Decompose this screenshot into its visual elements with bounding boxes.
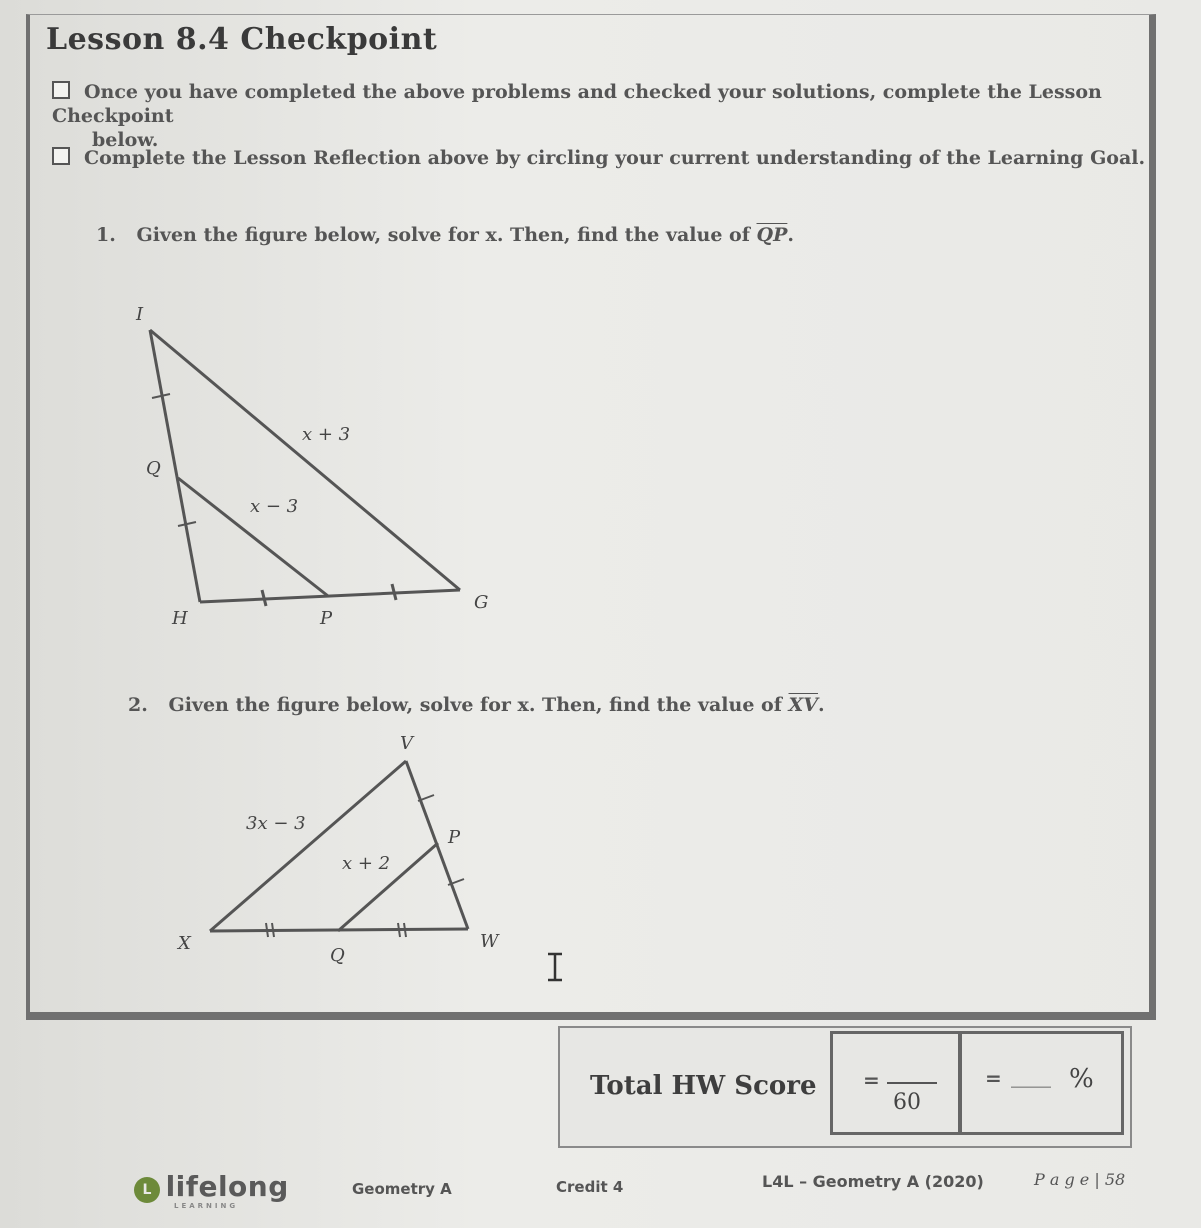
side-label-inner: x − 3 bbox=[250, 496, 299, 517]
question-1 bbox=[96, 224, 794, 246]
tick-mark bbox=[262, 590, 266, 606]
vertex-label-p: P bbox=[320, 608, 333, 629]
vertex-label-q: Q bbox=[146, 458, 161, 479]
question-text: Given the figure below, solve for x. Then, find the value of bbox=[136, 224, 757, 246]
question-number: 1. bbox=[96, 224, 116, 246]
tick-mark bbox=[272, 923, 274, 937]
footer-page-number: P a g e | 58 bbox=[1034, 1170, 1126, 1189]
triangle-figure-1 bbox=[110, 290, 530, 630]
score-percent-cell[interactable] bbox=[958, 1031, 1124, 1135]
score-label: Total HW Score bbox=[590, 1071, 817, 1101]
side-ig bbox=[150, 330, 460, 590]
side-label-outer: 3x − 3 bbox=[246, 813, 306, 834]
tick-mark bbox=[392, 584, 396, 600]
equals-sign: = bbox=[863, 1068, 880, 1092]
logo-subtext: LEARNING bbox=[174, 1202, 239, 1210]
side-label-inner: x + 2 bbox=[342, 853, 391, 874]
question-2 bbox=[128, 694, 825, 716]
percent-blank: ____ bbox=[1011, 1064, 1051, 1088]
logo-icon: L bbox=[134, 1177, 160, 1203]
tick-mark bbox=[404, 923, 406, 937]
checklist-item-1 bbox=[52, 80, 1152, 152]
question-number: 2. bbox=[128, 694, 148, 716]
equals-sign: = bbox=[985, 1066, 1002, 1090]
checklist-text: Complete the Lesson Reflection above by circling your current understanding of the Learning Goal. bbox=[84, 147, 1146, 169]
question-end: . bbox=[818, 694, 825, 716]
footer-program: L4L – Geometry A (2020) bbox=[762, 1172, 984, 1191]
checklist-text-continued: below. bbox=[92, 129, 159, 151]
side-xv bbox=[210, 761, 406, 931]
percent-sign: % bbox=[1069, 1064, 1094, 1094]
checklist-item-2 bbox=[52, 146, 1152, 170]
tick-mark bbox=[266, 923, 268, 937]
question-end: . bbox=[787, 224, 794, 246]
page-title: Lesson 8.4 Checkpoint bbox=[46, 22, 438, 57]
lifelong-logo bbox=[134, 1170, 289, 1210]
side-label-outer: x + 3 bbox=[302, 424, 351, 445]
question-text: Given the figure below, solve for x. Then, find the value of bbox=[168, 694, 789, 716]
vertex-label-v: V bbox=[400, 733, 413, 754]
triangle-figure-2 bbox=[170, 725, 530, 975]
segment-label: $\overline{XV}$ bbox=[788, 694, 818, 716]
checklist-text: Once you have completed the above problems and checked your solutions, complete the Lesson Checkpoint bbox=[52, 81, 1102, 127]
vertex-label-p: P bbox=[448, 827, 461, 848]
vertex-label-i: I bbox=[136, 304, 144, 325]
vertex-label-h: H bbox=[172, 608, 188, 629]
footer-course: Geometry A bbox=[352, 1180, 452, 1198]
score-fraction-cell[interactable] bbox=[830, 1031, 962, 1135]
segment-label: $\overline{QP}$ bbox=[756, 224, 788, 246]
vertex-label-q: Q bbox=[330, 945, 345, 966]
vertex-label-x: X bbox=[178, 933, 191, 954]
vertex-label-g: G bbox=[474, 592, 489, 613]
vertex-label-w: W bbox=[480, 931, 499, 952]
side-hg bbox=[200, 590, 460, 602]
tick-mark bbox=[398, 923, 400, 937]
score-denominator: 60 bbox=[893, 1090, 921, 1115]
fraction-bar bbox=[887, 1082, 937, 1084]
checkbox[interactable] bbox=[52, 147, 70, 165]
logo-text: lifelong bbox=[165, 1170, 289, 1203]
checkbox[interactable] bbox=[52, 81, 70, 99]
text-cursor-icon bbox=[540, 950, 570, 984]
footer-credit: Credit 4 bbox=[556, 1178, 624, 1196]
